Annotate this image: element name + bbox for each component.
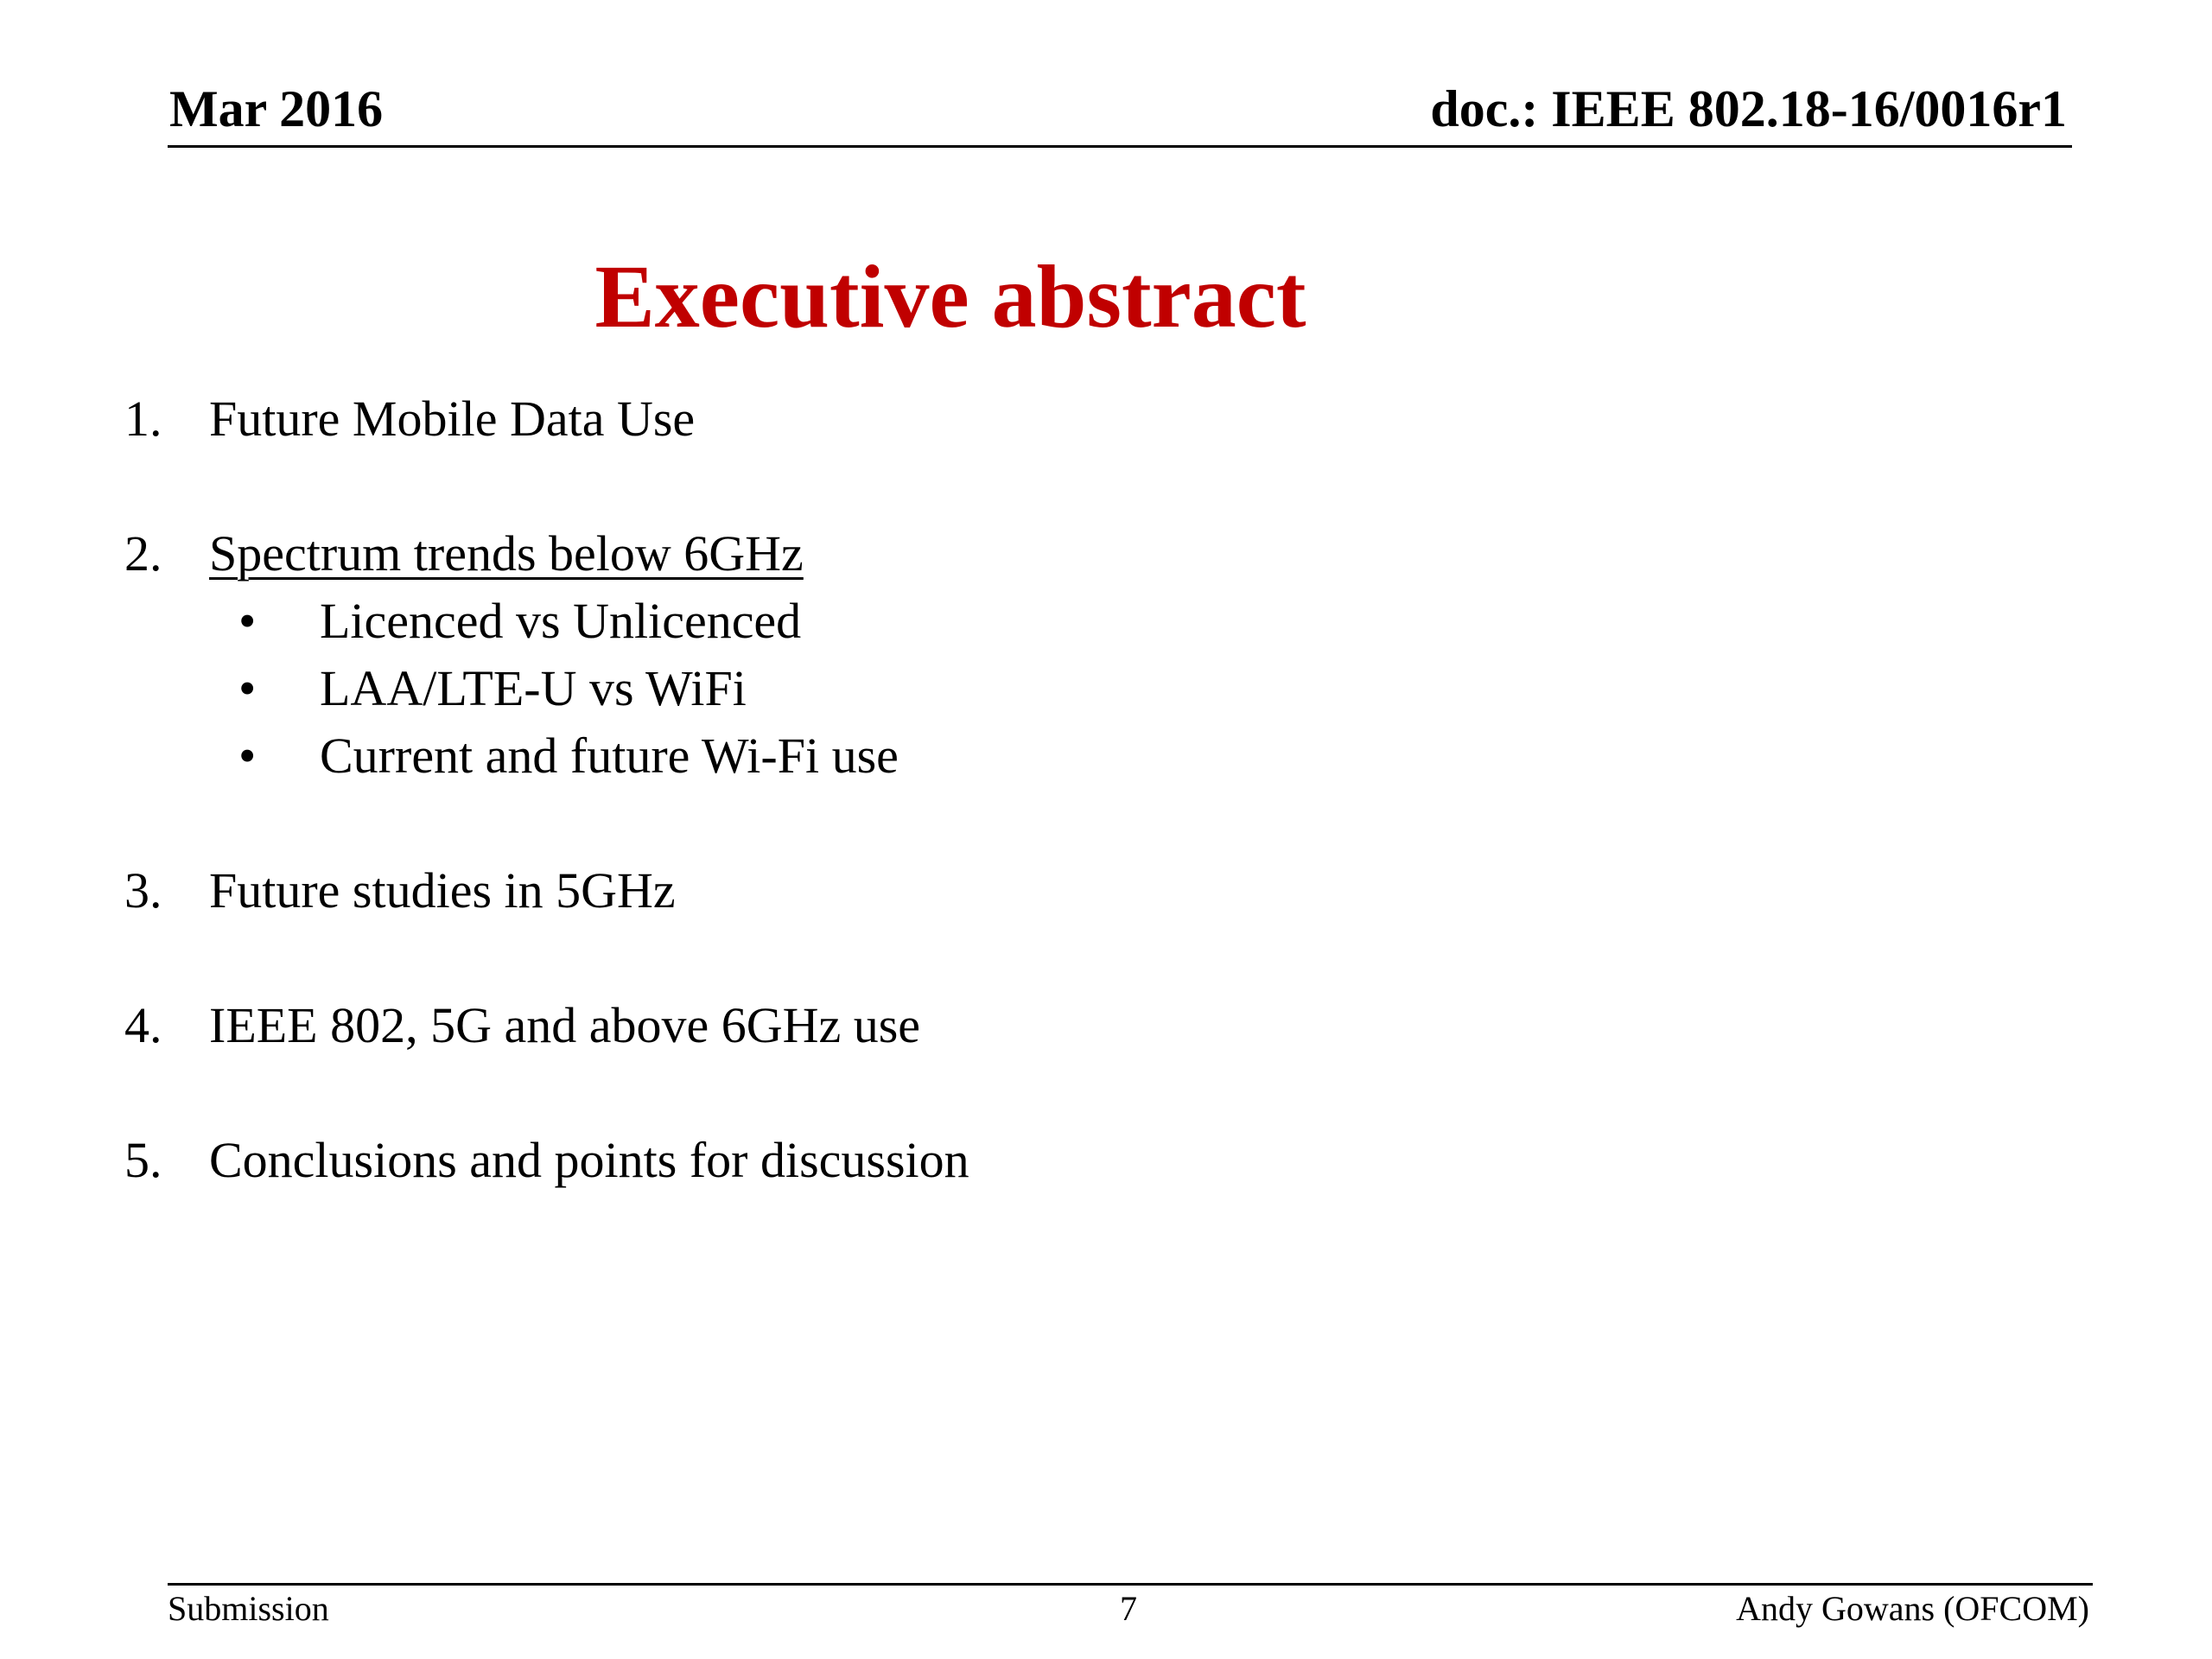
list-item-text: Future Mobile Data Use	[209, 391, 696, 447]
footer-page-number: 7	[1120, 1589, 1137, 1628]
list-item	[124, 997, 921, 1053]
list-item-text: Future studies in 5GHz	[209, 862, 676, 918]
sub-list-item	[233, 593, 802, 649]
list-item-number: 2.	[124, 525, 162, 582]
footer-rule	[168, 1583, 2093, 1586]
sub-list-item-text: Current and future Wi-Fi use	[320, 728, 899, 784]
list-item-text: Conclusions and points for discussion	[209, 1132, 969, 1188]
slide-title: Executive abstract	[594, 247, 1306, 346]
list-item	[124, 862, 676, 918]
list-item	[124, 1132, 969, 1188]
header-doc-id: doc.: IEEE 802.18-16/0016r1	[1430, 80, 2067, 137]
sub-list-item-text: Licenced vs Unlicenced	[320, 593, 802, 649]
sub-list-item	[233, 728, 899, 784]
list-item	[124, 391, 696, 447]
bullet-icon: •	[238, 593, 257, 649]
list-item-number: 3.	[124, 862, 162, 918]
footer-submission: Submission	[168, 1589, 329, 1628]
footer-author: Andy Gowans (OFCOM)	[1736, 1589, 2089, 1628]
list-item-text: Spectrum trends below 6GHz	[209, 525, 804, 582]
list-item-text: IEEE 802, 5G and above 6GHz use	[209, 997, 921, 1053]
list-item-number: 4.	[124, 997, 162, 1053]
list-item-number: 5.	[124, 1132, 162, 1188]
sub-list-item	[233, 660, 747, 716]
bullet-icon: •	[238, 728, 257, 784]
list-item-number: 1.	[124, 391, 162, 447]
sub-list-item-text: LAA/LTE-U vs WiFi	[320, 660, 747, 716]
list-item	[124, 525, 804, 582]
header-date: Mar 2016	[169, 80, 384, 137]
bullet-icon: •	[238, 660, 257, 716]
header-rule	[168, 145, 2072, 148]
